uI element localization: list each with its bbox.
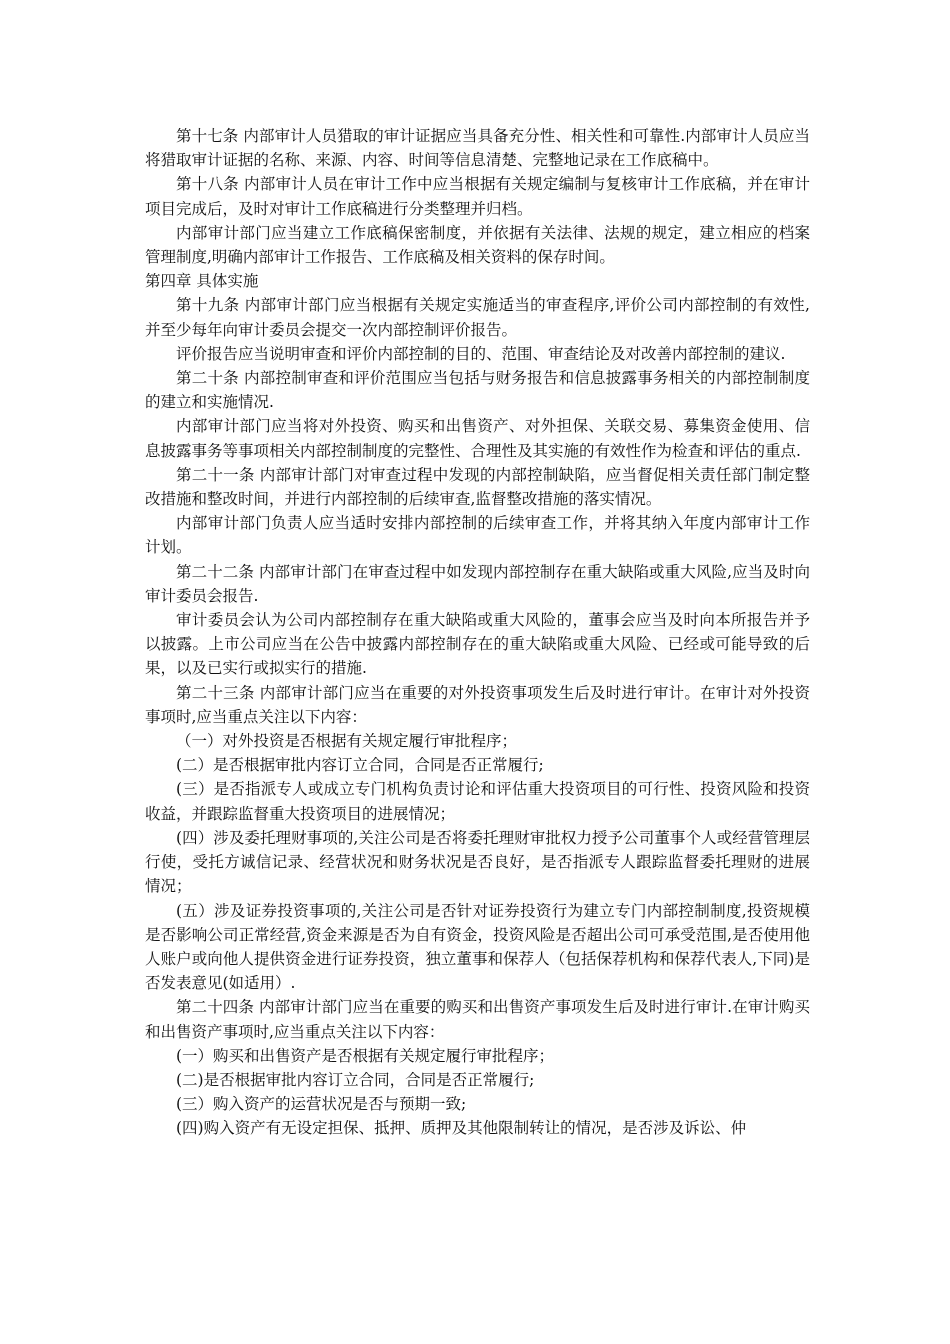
paragraph-workpaper-confidentiality: 内部审计部门应当建立工作底稿保密制度，并依据有关法律、法规的规定，建立相应的档案管理制度,明确内部审计工作报告、工作底稿及相关资料的保存时间。: [145, 223, 810, 267]
paragraph-article-21: 第二十一条 内部审计部门对审查过程中发现的内部控制缺陷，应当督促相关责任部门制定整改措施和整改时间，并进行内部控制的后续审查,监督整改措施的落实情况。: [145, 465, 810, 509]
list-item: （一）对外投资是否根据有关规定履行审批程序；: [176, 732, 518, 751]
paragraph-article-17: 第十七条 内部审计人员猎取的审计证据应当具备充分性、相关性和可靠性.内部审计人员应当将猎取审计证据的名称、来源、内容、时间等信息清楚、完整地记录在工作底稿中。: [145, 127, 810, 170]
list-item: (一）购买和出售资产是否根据有关规定履行审批程序；: [176, 1046, 555, 1065]
list-item: (三）是否指派专人或成立专门机构负责讨论和评估重大投资项目的可行性、投资风险和投资收益，并跟踪监督重大投资项目的进展情况；: [145, 780, 810, 823]
document-page: [145, 124, 810, 1141]
paragraph-article-23: 第二十三条 内部审计部门应当在重要的对外投资事项发生后及时进行审计。在审计对外投资事项时,应当重点关注以下内容：: [145, 683, 810, 726]
paragraph-evaluation-report: 评价报告应当说明审查和评价内部控制的目的、范围、审查结论及对改善内部控制的建议.: [176, 344, 786, 363]
paragraph-article-20: 第二十条 内部控制审查和评价范围应当包括与财务报告和信息披露事务相关的内部控制制度的建立和实施情况.: [145, 369, 810, 412]
list-item: (四）涉及委托理财事项的,关注公司是否将委托理财审批权力授予公司董事个人或经营管理层行使，受托方诚信记录、经营状况和财务状况是否良好，是否指派专人跟踪监督委托理财的进展情况；: [145, 828, 810, 896]
paragraph-disclosure: 审计委员会认为公司内部控制存在重大缺陷或重大风险的，董事会应当及时向本所报告并予以披露。上市公司应当在公告中披露内部控制存在的重大缺陷或重大风险、已经或可能导致的后果，以及已实行或拟实行的措施.: [145, 611, 810, 678]
list-item: (三）购入资产的运营状况是否与预期一致;: [176, 1095, 467, 1114]
list-item: (四)购入资产有无设定担保、抵押、质押及其他限制转让的情况，是否涉及诉讼、仲: [176, 1119, 747, 1138]
chapter-heading: 第四章 具体实施: [145, 272, 259, 291]
paragraph-article-18: 第十八条 内部审计人员在审计工作中应当根据有关规定编制与复核审计工作底稿，并在审计项目完成后，及时对审计工作底稿进行分类整理并归档。: [145, 175, 810, 218]
paragraph-article-19: 第十九条 内部审计部门应当根据有关规定实施适当的审查程序,评价公司内部控制的有效性,并至少每年向审计委员会提交一次内部控制评价报告。: [145, 296, 810, 339]
paragraph-follow-up-review: 内部审计部门负责人应当适时安排内部控制的后续审查工作，并将其纳入年度内部审计工作计划。: [145, 514, 810, 557]
list-item: (二)是否根据审批内容订立合同，合同是否正常履行;: [176, 1070, 535, 1089]
list-item: (五）涉及证券投资事项的,关注公司是否针对证券投资行为建立专门内部控制制度,投资规模是否影响公司正常经营,资金来源是否为自有资金，投资风险是否超出公司可承受范围,是否使用他人账户或向他人提供资金进行证券投资，独立董事和保荐人（包括保荐机构和保荐代表人,下同)是否发表意见(如适用）.: [145, 901, 810, 993]
paragraph-inspection-focus: 内部审计部门应当将对外投资、购买和出售资产、对外担保、关联交易、募集资金使用、信息披露事务等事项相关内部控制制度的完整性、合理性及其实施的有效性作为检查和评估的重点.: [145, 417, 810, 460]
paragraph-article-24: 第二十四条 内部审计部门应当在重要的购买和出售资产事项发生后及时进行审计.在审计购买和出售资产事项时,应当重点关注以下内容：: [145, 998, 810, 1041]
list-item: (二）是否根据审批内容订立合同，合同是否正常履行;: [176, 756, 544, 775]
paragraph-article-22: 第二十二条 内部审计部门在审查过程中如发现内部控制存在重大缺陷或重大风险,应当及时向审计委员会报告.: [145, 562, 810, 605]
